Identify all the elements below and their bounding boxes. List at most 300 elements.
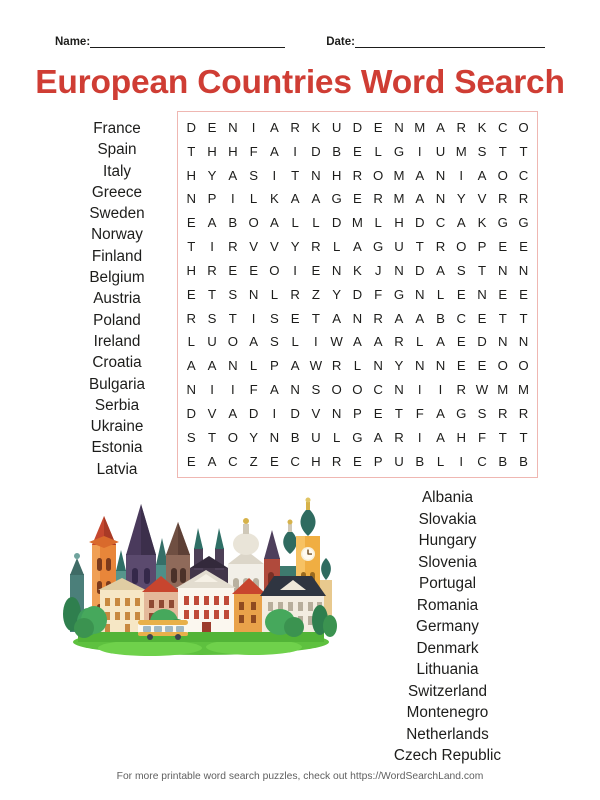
- name-input-line[interactable]: [90, 37, 285, 48]
- grid-cell[interactable]: E: [456, 286, 466, 302]
- grid-cell[interactable]: R: [518, 405, 529, 421]
- grid-cell[interactable]: E: [519, 286, 528, 302]
- grid-cell[interactable]: J: [374, 262, 382, 278]
- grid-cell[interactable]: O: [248, 215, 259, 231]
- grid-cell[interactable]: N: [394, 262, 404, 278]
- grid-cell[interactable]: M: [455, 143, 467, 159]
- grid-cell[interactable]: I: [272, 405, 277, 421]
- grid-cell[interactable]: O: [227, 429, 238, 445]
- grid-cell[interactable]: B: [498, 453, 508, 469]
- grid-cell[interactable]: H: [311, 453, 321, 469]
- grid-cell[interactable]: N: [290, 382, 300, 398]
- word-list-item[interactable]: Sweden: [89, 205, 145, 223]
- grid-row: [181, 330, 534, 353]
- grid-cell[interactable]: C: [373, 382, 383, 398]
- grid-cell[interactable]: M: [351, 215, 363, 231]
- grid-cell[interactable]: N: [414, 358, 425, 374]
- word-list-item[interactable]: Slovenia: [418, 553, 477, 571]
- grid-cell[interactable]: G: [393, 286, 405, 302]
- grid-cell[interactable]: L: [249, 358, 258, 374]
- grid-cell[interactable]: L: [374, 143, 382, 159]
- grid-cell[interactable]: N: [311, 167, 321, 183]
- grid-cell[interactable]: R: [207, 262, 217, 278]
- grid-cell[interactable]: H: [186, 262, 197, 278]
- grid-cell[interactable]: E: [186, 453, 196, 469]
- grid-cell[interactable]: C: [290, 453, 300, 469]
- grid-cell[interactable]: I: [417, 429, 422, 445]
- grid-cell[interactable]: S: [477, 405, 487, 421]
- grid-cell[interactable]: D: [414, 262, 425, 278]
- grid-cell[interactable]: V: [249, 239, 258, 255]
- grid-cell[interactable]: T: [311, 310, 320, 326]
- grid-cell[interactable]: L: [249, 191, 258, 207]
- grid-cell[interactable]: I: [210, 382, 214, 398]
- grid-cell[interactable]: R: [435, 239, 446, 255]
- grid-cell[interactable]: D: [414, 215, 425, 231]
- grid-row: [181, 259, 534, 282]
- grid-cell[interactable]: D: [290, 405, 300, 421]
- grid-cell[interactable]: I: [251, 120, 256, 135]
- grid-cell[interactable]: H: [456, 429, 467, 445]
- grid-cell[interactable]: N: [394, 120, 404, 135]
- grid-cell[interactable]: R: [186, 310, 197, 326]
- grid-cell[interactable]: I: [272, 167, 277, 183]
- word-list-item[interactable]: Montenegro: [406, 704, 489, 721]
- grid-cell[interactable]: F: [477, 429, 487, 445]
- grid-cell[interactable]: R: [352, 167, 363, 183]
- grid-cell[interactable]: C: [477, 453, 487, 469]
- grid-cell[interactable]: Z: [249, 453, 258, 469]
- grid-cell[interactable]: R: [331, 453, 342, 469]
- grid-cell[interactable]: S: [269, 310, 279, 326]
- word-list-item[interactable]: Poland: [93, 311, 141, 329]
- grid-cell[interactable]: C: [456, 310, 467, 326]
- word-list-left: [62, 118, 172, 480]
- grid-cell[interactable]: N: [352, 310, 363, 326]
- grid-cell[interactable]: G: [518, 215, 529, 231]
- grid-cell[interactable]: V: [207, 405, 217, 421]
- word-list-item[interactable]: Croatia: [92, 354, 142, 372]
- grid-cell[interactable]: N: [331, 405, 342, 421]
- grid-cell[interactable]: N: [414, 286, 425, 302]
- grid-cell[interactable]: S: [207, 310, 217, 326]
- grid-cell[interactable]: I: [417, 382, 422, 398]
- word-list-item[interactable]: France: [93, 120, 141, 137]
- word-list-item[interactable]: Bulgaria: [88, 375, 146, 393]
- grid-cell[interactable]: A: [436, 262, 445, 278]
- word-list-item[interactable]: Germany: [416, 618, 479, 635]
- grid-cell[interactable]: R: [228, 239, 238, 255]
- grid-cell[interactable]: I: [314, 334, 318, 350]
- grid-cell[interactable]: N: [498, 262, 508, 278]
- grid-cell[interactable]: A: [415, 310, 425, 326]
- grid-cell[interactable]: E: [269, 453, 279, 469]
- grid-cell[interactable]: O: [331, 382, 342, 398]
- grid-cell[interactable]: P: [373, 453, 383, 469]
- grid-cell[interactable]: A: [394, 310, 404, 326]
- grid-cell[interactable]: S: [228, 286, 238, 302]
- grid-cell[interactable]: V: [311, 405, 321, 421]
- grid-cell[interactable]: N: [269, 429, 280, 445]
- grid-cell[interactable]: M: [414, 120, 426, 135]
- grid-cell[interactable]: T: [187, 239, 196, 255]
- grid-cell[interactable]: E: [373, 405, 383, 421]
- grid-cell[interactable]: R: [373, 191, 383, 207]
- grid-cell[interactable]: R: [498, 405, 508, 421]
- grid-cell[interactable]: I: [459, 453, 464, 469]
- grid-cell[interactable]: A: [269, 120, 279, 135]
- grid-cell[interactable]: E: [186, 215, 196, 231]
- word-list-item[interactable]: Austria: [93, 290, 141, 308]
- grid-cell[interactable]: N: [435, 358, 446, 374]
- name-label: Name:: [55, 36, 91, 48]
- grid-cell[interactable]: H: [207, 143, 217, 159]
- grid-cell[interactable]: T: [498, 143, 507, 159]
- grid-cell[interactable]: A: [249, 334, 258, 350]
- grid-cell[interactable]: I: [293, 143, 297, 159]
- word-list-item[interactable]: Italy: [102, 162, 132, 180]
- grid-cell[interactable]: W: [330, 334, 343, 350]
- grid-cell[interactable]: A: [415, 167, 425, 183]
- grid-cell[interactable]: N: [186, 382, 197, 398]
- word-list-item[interactable]: Romania: [416, 596, 479, 614]
- word-list-item[interactable]: Lithuania: [416, 661, 479, 678]
- grid-cell[interactable]: N: [477, 286, 487, 302]
- grid-cell[interactable]: S: [311, 382, 321, 398]
- grid-cell[interactable]: A: [436, 429, 445, 445]
- grid-cell[interactable]: W: [475, 382, 489, 398]
- grid-row: [181, 164, 534, 187]
- grid-cell[interactable]: B: [290, 429, 300, 445]
- grid-cell[interactable]: I: [230, 382, 235, 398]
- grid-cell[interactable]: V: [269, 239, 279, 255]
- grid-cell[interactable]: D: [248, 405, 259, 421]
- grid-cell[interactable]: N: [394, 382, 404, 398]
- grid-cell[interactable]: A: [373, 429, 383, 445]
- grid-cell[interactable]: L: [187, 334, 195, 350]
- grid-cell[interactable]: E: [186, 286, 196, 302]
- grid-cell[interactable]: A: [228, 405, 238, 421]
- grid-cell[interactable]: R: [290, 120, 300, 135]
- grid-cell[interactable]: E: [353, 143, 362, 159]
- grid-cell[interactable]: E: [228, 262, 238, 278]
- grid-cell[interactable]: B: [415, 453, 425, 469]
- grid-cell[interactable]: E: [290, 310, 300, 326]
- grid-cell[interactable]: C: [435, 215, 446, 231]
- grid-cell[interactable]: B: [519, 453, 528, 469]
- grid-row: [181, 402, 534, 425]
- grid-cell[interactable]: Z: [311, 286, 320, 302]
- grid-cell[interactable]: A: [290, 358, 300, 374]
- grid-cell[interactable]: L: [416, 334, 424, 350]
- grid-cell[interactable]: I: [459, 167, 464, 183]
- grid-cell[interactable]: A: [269, 215, 279, 231]
- grid-cell[interactable]: T: [519, 310, 528, 326]
- grid-cell[interactable]: B: [436, 310, 445, 326]
- word-list-item[interactable]: Estonia: [91, 439, 143, 457]
- grid-cell[interactable]: H: [228, 143, 238, 159]
- grid-cell[interactable]: T: [208, 429, 217, 445]
- grid-cell[interactable]: S: [186, 429, 196, 445]
- grid-cell[interactable]: L: [312, 215, 320, 231]
- grid-cell[interactable]: S: [456, 262, 466, 278]
- grid-cell[interactable]: U: [394, 453, 404, 469]
- grid-cell[interactable]: O: [518, 120, 529, 135]
- grid-cell[interactable]: L: [353, 358, 362, 374]
- grid-cell[interactable]: D: [186, 120, 197, 135]
- grid-cell[interactable]: C: [228, 453, 238, 469]
- grid-cell[interactable]: O: [456, 239, 467, 255]
- grid-cell[interactable]: W: [309, 358, 323, 374]
- grid-cell[interactable]: I: [293, 262, 297, 278]
- grid-cell[interactable]: O: [518, 358, 529, 374]
- grid-cell[interactable]: E: [373, 120, 383, 135]
- grid-cell[interactable]: I: [417, 143, 422, 159]
- date-field-group: [326, 36, 545, 48]
- grid-cell[interactable]: H: [394, 215, 404, 231]
- grid-cell[interactable]: H: [331, 167, 342, 183]
- word-list-item[interactable]: Switzerland: [407, 682, 488, 700]
- grid-cell[interactable]: E: [477, 310, 487, 326]
- grid-cell[interactable]: I: [230, 191, 235, 207]
- grid-cell[interactable]: D: [311, 143, 321, 159]
- grid-cell[interactable]: S: [477, 143, 487, 159]
- grid-cell[interactable]: P: [353, 405, 362, 421]
- grid-cell[interactable]: A: [311, 191, 321, 207]
- grid-cell[interactable]: K: [269, 191, 279, 207]
- grid-cell[interactable]: T: [208, 286, 217, 302]
- grid-cell[interactable]: E: [477, 358, 487, 374]
- grid-cell[interactable]: D: [352, 286, 363, 302]
- grid-cell[interactable]: A: [207, 215, 217, 231]
- grid-cell[interactable]: U: [311, 429, 321, 445]
- word-list-item[interactable]: Belgium: [89, 269, 145, 287]
- grid-cell[interactable]: U: [394, 239, 404, 255]
- grid-cell[interactable]: D: [331, 215, 342, 231]
- grid-cell[interactable]: Y: [394, 358, 404, 374]
- grid-cell[interactable]: P: [269, 358, 279, 374]
- grid-cell[interactable]: E: [311, 262, 321, 278]
- grid-cell[interactable]: E: [353, 453, 362, 469]
- grid-cell[interactable]: N: [373, 358, 383, 374]
- word-list-item[interactable]: Czech Republic: [393, 747, 502, 764]
- grid-cell[interactable]: A: [269, 143, 279, 159]
- grid-cell[interactable]: R: [498, 191, 508, 207]
- word-list-item[interactable]: Spain: [97, 141, 137, 159]
- grid-cell[interactable]: N: [498, 334, 508, 350]
- name-date-header: [55, 36, 545, 48]
- grid-cell[interactable]: R: [518, 191, 529, 207]
- grid-cell[interactable]: A: [207, 453, 217, 469]
- word-list-item[interactable]: Ukraine: [90, 418, 144, 436]
- grid-cell[interactable]: G: [352, 429, 363, 445]
- grid-cell[interactable]: Y: [456, 191, 466, 207]
- grid-cell[interactable]: D: [352, 120, 363, 135]
- grid-cell[interactable]: U: [207, 334, 217, 350]
- grid-cell[interactable]: A: [477, 167, 487, 183]
- grid-cell[interactable]: G: [497, 215, 508, 231]
- grid-cell[interactable]: A: [436, 120, 445, 135]
- word-list-item[interactable]: Slovakia: [418, 510, 477, 528]
- grid-cell[interactable]: T: [291, 167, 300, 183]
- grid-cell[interactable]: O: [373, 167, 384, 183]
- grid-cell[interactable]: S: [269, 334, 279, 350]
- grid-cell[interactable]: M: [393, 191, 405, 207]
- grid-cell[interactable]: S: [249, 167, 258, 183]
- grid-cell[interactable]: N: [435, 191, 446, 207]
- grid-cell[interactable]: Y: [332, 286, 342, 302]
- grid-cell[interactable]: R: [290, 286, 300, 302]
- grid-cell[interactable]: B: [228, 215, 238, 231]
- grid-cell[interactable]: T: [228, 310, 237, 326]
- grid-cell[interactable]: I: [210, 239, 214, 255]
- grid-row: [181, 187, 534, 210]
- grid-cell[interactable]: A: [290, 191, 300, 207]
- word-list-item[interactable]: Ireland: [93, 332, 141, 350]
- grid-cell[interactable]: R: [331, 358, 342, 374]
- grid-cell[interactable]: F: [249, 382, 258, 398]
- grid-cell[interactable]: E: [207, 120, 217, 135]
- grid-cell[interactable]: L: [332, 239, 341, 255]
- grid-cell[interactable]: P: [477, 239, 487, 255]
- grid-cell[interactable]: G: [456, 405, 467, 421]
- grid-cell[interactable]: R: [456, 120, 467, 135]
- grid-cell[interactable]: L: [291, 215, 299, 231]
- word-list-item[interactable]: Greece: [91, 183, 143, 201]
- grid-cell[interactable]: A: [353, 334, 362, 350]
- grid-cell[interactable]: C: [498, 120, 508, 135]
- grid-cell[interactable]: H: [186, 167, 197, 183]
- grid-cell[interactable]: T: [498, 429, 507, 445]
- grid-cell[interactable]: Y: [207, 167, 217, 183]
- word-list-item[interactable]: Denmark: [416, 639, 479, 657]
- grid-cell[interactable]: N: [435, 167, 446, 183]
- grid-cell[interactable]: M: [518, 382, 530, 398]
- grid-cell[interactable]: A: [415, 191, 425, 207]
- grid-cell[interactable]: T: [187, 143, 196, 159]
- grid-cell[interactable]: U: [435, 143, 446, 159]
- word-list-item[interactable]: Serbia: [94, 396, 140, 414]
- grid-cell[interactable]: L: [436, 453, 445, 469]
- grid-cell[interactable]: C: [518, 167, 529, 183]
- grid-cell[interactable]: E: [498, 286, 508, 302]
- grid-cell[interactable]: T: [519, 143, 528, 159]
- grid-cell[interactable]: E: [249, 262, 258, 278]
- word-list-item[interactable]: Norway: [91, 226, 143, 244]
- grid-cell[interactable]: M: [497, 382, 509, 398]
- grid-cell[interactable]: N: [518, 262, 529, 278]
- grid-cell[interactable]: I: [251, 310, 256, 326]
- word-list-item[interactable]: Portugal: [419, 575, 476, 592]
- grid-cell[interactable]: O: [352, 382, 363, 398]
- grid-cell[interactable]: K: [477, 120, 487, 135]
- grid-cell[interactable]: K: [477, 215, 487, 231]
- grid-cell[interactable]: A: [269, 382, 279, 398]
- grid-row: [181, 283, 534, 306]
- grid-cell[interactable]: R: [311, 239, 321, 255]
- grid-cell[interactable]: M: [393, 167, 405, 183]
- grid-cell[interactable]: A: [436, 405, 445, 421]
- grid-cell[interactable]: Y: [249, 429, 258, 445]
- word-list-item[interactable]: Latvia: [96, 460, 138, 478]
- grid-cell[interactable]: K: [311, 120, 321, 135]
- grid-cell[interactable]: R: [394, 429, 404, 445]
- word-list-item[interactable]: Finland: [91, 247, 143, 265]
- grid-cell[interactable]: G: [373, 239, 384, 255]
- grid-cell[interactable]: D: [477, 334, 487, 350]
- grid-cell[interactable]: K: [353, 262, 362, 278]
- name-field-group: [55, 36, 285, 48]
- word-list-item[interactable]: Albania: [421, 489, 474, 506]
- grid-cell[interactable]: R: [456, 382, 467, 398]
- grid-cell[interactable]: N: [518, 334, 529, 350]
- date-input-line[interactable]: [355, 37, 545, 48]
- grid-cell[interactable]: N: [331, 262, 342, 278]
- date-label: Date:: [326, 36, 355, 48]
- grid-cell[interactable]: U: [331, 120, 342, 135]
- grid-cell[interactable]: A: [456, 215, 466, 231]
- grid-cell[interactable]: L: [332, 429, 341, 445]
- grid-cell[interactable]: I: [438, 382, 443, 398]
- grid-cell[interactable]: E: [456, 334, 466, 350]
- grid-cell[interactable]: A: [228, 167, 238, 183]
- grid-cell[interactable]: E: [498, 239, 508, 255]
- grid-cell[interactable]: N: [228, 358, 238, 374]
- grid-cell[interactable]: P: [207, 191, 217, 207]
- word-search-grid[interactable]: [177, 111, 538, 478]
- grid-cell[interactable]: N: [186, 191, 197, 207]
- grid-cell[interactable]: G: [331, 191, 342, 207]
- grid-cell[interactable]: D: [186, 405, 197, 421]
- grid-cell[interactable]: G: [393, 143, 405, 159]
- grid-cell[interactable]: N: [228, 120, 238, 135]
- grid-cell[interactable]: L: [291, 334, 299, 350]
- grid-cell[interactable]: E: [353, 191, 362, 207]
- grid-cell[interactable]: R: [394, 334, 404, 350]
- grid-cell[interactable]: T: [519, 429, 528, 445]
- grid-cell[interactable]: A: [186, 358, 196, 374]
- grid-cell[interactable]: A: [436, 334, 445, 350]
- grid-cell[interactable]: O: [269, 262, 280, 278]
- grid-cell[interactable]: Y: [290, 239, 300, 255]
- grid-cell[interactable]: O: [227, 334, 238, 350]
- word-list-item[interactable]: Netherlands: [406, 725, 489, 743]
- grid-cell[interactable]: T: [415, 239, 424, 255]
- grid-cell[interactable]: O: [497, 358, 508, 374]
- grid-cell[interactable]: E: [456, 358, 466, 374]
- grid-cell[interactable]: N: [248, 286, 259, 302]
- word-list-item[interactable]: Hungary: [418, 532, 477, 549]
- grid-cell[interactable]: F: [374, 286, 383, 302]
- grid-cell[interactable]: L: [436, 286, 445, 302]
- grid-cell[interactable]: L: [270, 286, 279, 302]
- grid-cell[interactable]: A: [373, 334, 383, 350]
- grid-cell[interactable]: A: [207, 358, 217, 374]
- grid-cell[interactable]: L: [374, 215, 382, 231]
- grid-cell[interactable]: R: [373, 310, 383, 326]
- grid-cell[interactable]: F: [249, 143, 258, 159]
- grid-cell[interactable]: T: [477, 262, 487, 278]
- grid-cell[interactable]: A: [353, 239, 362, 255]
- grid-cell[interactable]: B: [332, 143, 342, 159]
- grid-cell[interactable]: T: [498, 310, 507, 326]
- grid-cell[interactable]: V: [477, 191, 487, 207]
- grid-cell[interactable]: E: [519, 239, 528, 255]
- grid-cell[interactable]: F: [415, 405, 424, 421]
- grid-cell[interactable]: O: [497, 167, 508, 183]
- grid-cell[interactable]: T: [394, 405, 403, 421]
- grid-cell[interactable]: A: [332, 310, 342, 326]
